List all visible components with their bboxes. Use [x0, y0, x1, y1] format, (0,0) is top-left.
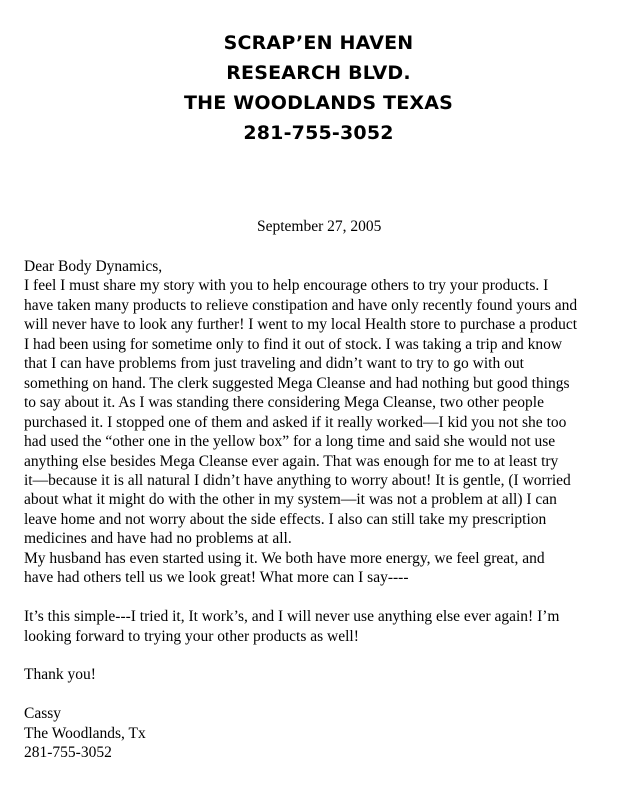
text-line: leave home and not worry about the side effects. I also can still take my prescription [24, 510, 547, 528]
closing: Thank you! [24, 666, 96, 684]
letterhead-phone: 281-755-3052 [243, 122, 394, 144]
text-line: will never have to look any further! I went to my local Health store to purchase a product [24, 316, 578, 334]
signature-location: The Woodlands, Tx [24, 724, 146, 742]
salutation: Dear Body Dynamics, [24, 258, 163, 275]
letter-body [24, 257, 624, 763]
paragraph-gap [24, 588, 624, 607]
text-line: about what it might do with the other in my system—it was not a problem at all) I can [24, 491, 557, 509]
text-line: it—because it is all natural I didn’t have anything to worry about! It is gentle, (I worried [24, 471, 571, 489]
text-line: My husband has even started using it. We both have more energy, we feel great, and [24, 549, 545, 567]
text-line: have had others tell us we look great! What more can I say---- [24, 569, 409, 587]
signature-block [24, 704, 624, 762]
text-line: looking forward to trying your other products as well! [24, 627, 359, 645]
paragraph-gap [24, 646, 624, 665]
text-line: something on hand. The clerk suggested Mega Cleanse and had nothing but good things [24, 374, 570, 392]
letter-date: September 27, 2005 [257, 218, 382, 235]
paragraph-husband [24, 549, 624, 588]
signature-name: Cassy [24, 705, 62, 723]
text-line: I had been using for sometime only to find it out of stock. I was taking a trip and know [24, 335, 563, 353]
letterhead [0, 28, 637, 148]
signature-phone: 281-755-3052 [24, 744, 112, 762]
text-line: to say about it. As I was standing there considering Mega Cleanse, two other people [24, 394, 544, 412]
text-line: have taken many products to relieve constipation and have only recently found yours and [24, 296, 578, 314]
letterhead-company: SCRAP’EN HAVEN [223, 32, 414, 54]
text-line: It’s this simple---I tried it, It work’s, and I will never use anything else ever again! I’m [24, 608, 560, 626]
text-line: anything else besides Mega Cleanse ever again. That was enough for me to at least try [24, 452, 559, 470]
text-line: purchased it. I stopped one of them and asked if it really worked—I kid you not she too [24, 413, 567, 431]
paragraph-summary [24, 607, 624, 646]
letterhead-street: RESEARCH BLVD. [226, 62, 411, 84]
text-line: medicines and have had no problems at all. [24, 530, 292, 548]
text-line: had used the “other one in the yellow box” for a long time and said she would not use [24, 433, 556, 451]
text-line: that I can have problems from just traveling and didn’t want to try to go with out [24, 355, 524, 373]
text-line: I feel I must share my story with you to help encourage others to try your products. I [24, 277, 549, 295]
paragraph-gap [24, 685, 624, 704]
letterhead-city: THE WOODLANDS TEXAS [183, 92, 454, 114]
paragraph-story [24, 276, 624, 548]
